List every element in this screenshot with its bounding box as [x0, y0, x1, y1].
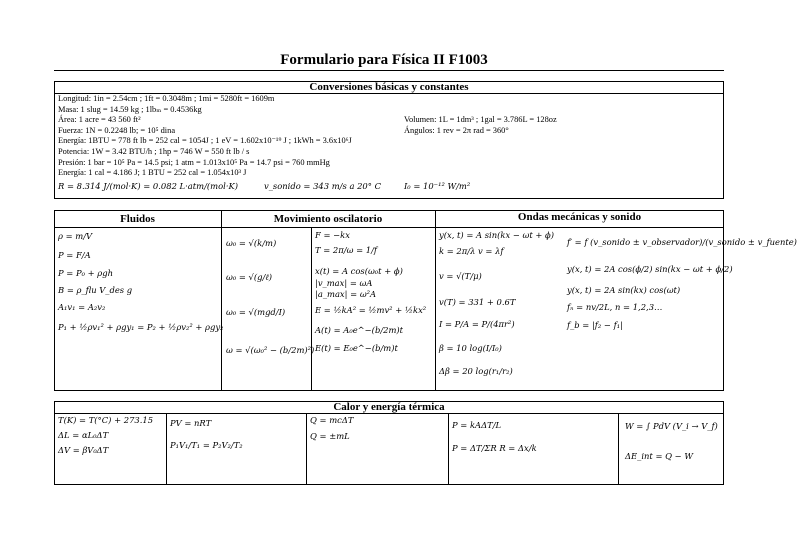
formula-omega-damped: ω = √(ω₀² − (b/2m)²) [226, 345, 315, 355]
conversion-line: Potencia: 1W = 3.42 BTU/h ; 1hp = 746 W = 550 ft lb / s [58, 146, 250, 156]
formula-linear-expansion: ΔL = αL₀ΔT [58, 430, 109, 440]
formula-wave: y(x, t) = A sin(kx − ωt + ϕ) [439, 230, 555, 240]
formula-energy: E = ½kA² = ½mv² + ½kx² [315, 305, 427, 315]
calor-header-divider [54, 413, 724, 414]
fluidos-header: Fluidos [120, 213, 155, 225]
formula-sound-level: β = 10 log(I/I₀) [439, 343, 502, 353]
formula-sensible-heat: Q = mcΔT [310, 415, 354, 425]
formula-string-speed: v = √(T/μ) [439, 271, 482, 281]
subcolumn-divider [311, 227, 312, 391]
conversion-line: Fuerza: 1N = 0.2248 lb; = 10⁵ dina [58, 125, 176, 135]
formula-pressure: P = F/A [58, 250, 91, 260]
formula-ideal-gas: PV = nRT [170, 418, 212, 428]
conversion-line: Presión: 1 bar = 10⁵ Pa = 14.5 psi; 1 atm = 1.013x10⁵ Pa = 14.7 psi = 760 mmHg [58, 157, 330, 167]
formula-position: x(t) = A cos(ω₀t + ϕ) [315, 266, 403, 276]
conversion-angles: Ángulos: 1 rev = 2π rad = 360° [404, 126, 509, 135]
conversion-line: Longitud: 1in = 2.54cm ; 1ft = 0.3048m ; 1mi = 5280ft = 1609m [58, 94, 275, 103]
formula-intensity: I = P/A = P/(4πr²) [439, 319, 515, 329]
formula-density: ρ = m/V [58, 231, 93, 241]
formula-harmonics: fₙ = nv/2L, n = 1,2,3… [567, 302, 663, 312]
formula-conduction: P = kAΔT/L [452, 420, 502, 430]
ondas-header: Ondas mecánicas y sonido [517, 211, 642, 223]
calor-column-divider [448, 413, 449, 485]
conversion-line: Energía: 1BTU = 778 ft lb = 252 cal = 1054J ; 1 eV = 1.602x10⁻¹⁹ J ; 1kWh = 3.6x10⁶J [58, 136, 352, 146]
formula-level-difference: Δβ = 20 log(r₁/r₂) [439, 366, 513, 376]
formula-sound-speed: v(T) = 331 + 0.6T [439, 297, 516, 307]
formula-hydrostatic: P = P₀ + ρgh [58, 268, 113, 278]
formula-wavenumber: k = 2π/λ v = λf [439, 246, 504, 256]
conversion-volume: Volumen: 1L = 1dm³ ; 1gal = 3.786L = 128oz [404, 115, 557, 124]
mechanics-header-divider [54, 227, 724, 228]
formula-work: W = ∫ PdV (V_i → V_f) [625, 421, 718, 431]
conversions-left-list [58, 94, 352, 179]
formula-latent-heat: Q = ±mL [310, 431, 350, 441]
title-underline [54, 70, 724, 71]
reference-intensity: I₀ = 10⁻¹² W/m² [404, 181, 471, 191]
oscilatorio-header: Movimiento oscilatorio [273, 213, 383, 225]
formula-buoyancy: B = ρ_flu V_des g [58, 285, 133, 295]
formula-energy-decay: E(t) = E₀e^−(b/m)t [315, 343, 398, 353]
calor-header: Calor y energía térmica [333, 401, 445, 413]
speed-of-sound: v_sonido = 343 m/s a 20° C [264, 181, 382, 191]
formula-amax: |a_max| = ω²A [315, 289, 377, 299]
formula-combined-gas: P₁V₁/T₁ = P₂V₂/T₂ [170, 440, 243, 450]
formula-continuity: A₁v₁ = A₂v₂ [58, 302, 106, 312]
formula-hooke: F = −kx [315, 230, 350, 240]
column-divider [221, 210, 222, 391]
formula-omega-physical: ω₀ = √(mgd/I) [226, 307, 286, 317]
formula-first-law: ΔE_int = Q − W [625, 451, 693, 461]
formula-bernoulli: P₁ + ½ρv₁² + ρgy₁ = P₂ + ½ρv₂² + ρgy₂ [58, 322, 224, 332]
calor-column-divider [618, 413, 619, 485]
formula-superposition: y(x, t) = 2A cos(ϕ/2) sin(kx − ωt + ϕ/2) [567, 264, 733, 274]
formula-omega-pendulum: ω₀ = √(g/ℓ) [226, 272, 273, 282]
conversion-line: Masa: 1 slug = 14.59 kg ; 1lbₘ = 0.4536kg [58, 104, 202, 114]
calor-column-divider [166, 413, 167, 485]
formula-amplitude-decay: A(t) = A₀e^−(b/2m)t [315, 325, 404, 335]
conversions-header: Conversiones básicas y constantes [309, 81, 469, 93]
formula-beats: f_b = |f₂ − f₁| [567, 320, 623, 330]
formula-volume-expansion: ΔV = βV₀ΔT [58, 445, 109, 455]
formula-standing-wave: y(x, t) = 2A sin(kx) cos(ωt) [567, 285, 681, 295]
gas-constant: R = 8.314 J/(mol·K) = 0.082 L·atm/(mol·K) [58, 181, 239, 191]
column-divider [435, 210, 436, 391]
conversion-line: Energía: 1 cal = 4.186 J; 1 BTU = 252 cal = 1.054x10³ J [58, 168, 247, 178]
conversion-line: Área: 1 acre = 43 560 ft² [58, 115, 141, 125]
formula-kelvin: T(K) = T(°C) + 273.15 [58, 415, 154, 425]
formula-doppler: f′ = f (v_sonido ± v_observador)/(v_sonido ± v_fuente) [567, 237, 797, 247]
formula-period: T = 2π/ω = 1/f [315, 245, 378, 255]
calor-column-divider [306, 413, 307, 485]
formula-omega-spring: ω₀ = √(k/m) [226, 238, 277, 248]
page-title: Formulario para Física II F1003 [280, 52, 488, 68]
formula-vmax: |v_max| = ωA [315, 278, 373, 288]
formula-thermal-resistance: P = ΔT/ΣR R = Δx/k [452, 443, 537, 453]
